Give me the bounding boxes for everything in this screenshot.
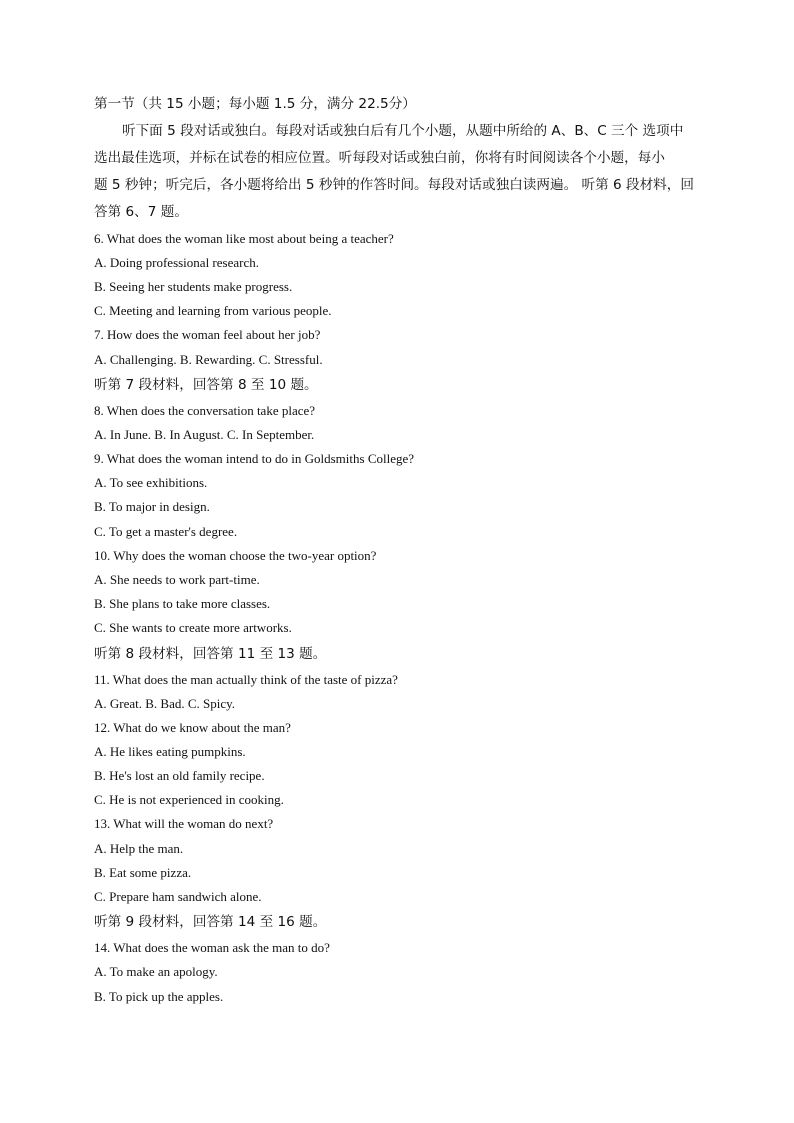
material-instruction: 听第 9 段材料，回答第 14 至 16 题。 (94, 914, 327, 930)
answer-option: B. He's lost an old family recipe. (94, 768, 265, 783)
answer-option: A. Help the man. (94, 841, 184, 856)
instruction-line-3: 题 5 秒钟；听完后，各小题将给出 5 秒钟的作答时间。每段对话或独白读两遍。 听第 6 段材料，回 (94, 177, 694, 193)
question-line: 7. How does the woman feel about her job? (94, 327, 321, 342)
answer-option: B. To pick up the apples. (94, 989, 224, 1004)
instruction-line-2: 选出最佳选项，并标在试卷的相应位置。听每段对话或独白前，你将有时间阅读各个小题，每小 (94, 150, 665, 166)
question-line: 8. When does the conversation take place? (94, 403, 316, 418)
answer-option: B. To major in design. (94, 499, 210, 514)
answer-option: C. Prepare ham sandwich alone. (94, 889, 262, 904)
answer-option: A. Doing professional research. (94, 255, 259, 270)
answer-option: B. She plans to take more classes. (94, 596, 271, 611)
answer-option: B. Seeing her students make progress. (94, 279, 293, 294)
answer-option: C. He is not experienced in cooking. (94, 792, 284, 807)
instruction-line-1: 听下面 5 段对话或独白。每段对话或独白后有几个小题，从题中所给的 A、B、C 三个 选项中 (122, 123, 684, 139)
question-line: 12. What do we know about the man? (94, 720, 291, 735)
answer-option: C. She wants to create more artworks. (94, 620, 292, 635)
material-instruction: 听第 8 段材料，回答第 11 至 13 题。 (94, 646, 327, 662)
answer-option: C. To get a master's degree. (94, 524, 238, 539)
question-line: 10. Why does the woman choose the two-year option? (94, 548, 377, 563)
section-heading: 第一节（共 15 小题；每小题 1.5 分，满分 22.5分） (94, 96, 416, 112)
answer-option: A. He likes eating pumpkins. (94, 744, 246, 759)
question-line: 13. What will the woman do next? (94, 816, 274, 831)
question-line: 11. What does the man actually think of the taste of pizza? (94, 672, 398, 687)
answer-option: A. She needs to work part-time. (94, 572, 260, 587)
answer-option: A. Challenging. B. Rewarding. C. Stressful. (94, 352, 323, 367)
question-line: 9. What does the woman intend to do in Goldsmiths College? (94, 451, 415, 466)
instruction-line-4: 答第 6、7 题。 (94, 204, 188, 220)
answer-option: C. Meeting and learning from various people. (94, 303, 332, 318)
answer-option: A. To make an apology. (94, 964, 218, 979)
answer-option: B. Eat some pizza. (94, 865, 192, 880)
answer-option: A. Great. B. Bad. C. Spicy. (94, 696, 236, 711)
answer-option: A. In June. B. In August. C. In September. (94, 427, 315, 442)
question-line: 14. What does the woman ask the man to do? (94, 940, 330, 955)
question-line: 6. What does the woman like most about being a teacher? (94, 231, 394, 246)
answer-option: A. To see exhibitions. (94, 475, 208, 490)
material-instruction: 听第 7 段材料，回答第 8 至 10 题。 (94, 377, 318, 393)
